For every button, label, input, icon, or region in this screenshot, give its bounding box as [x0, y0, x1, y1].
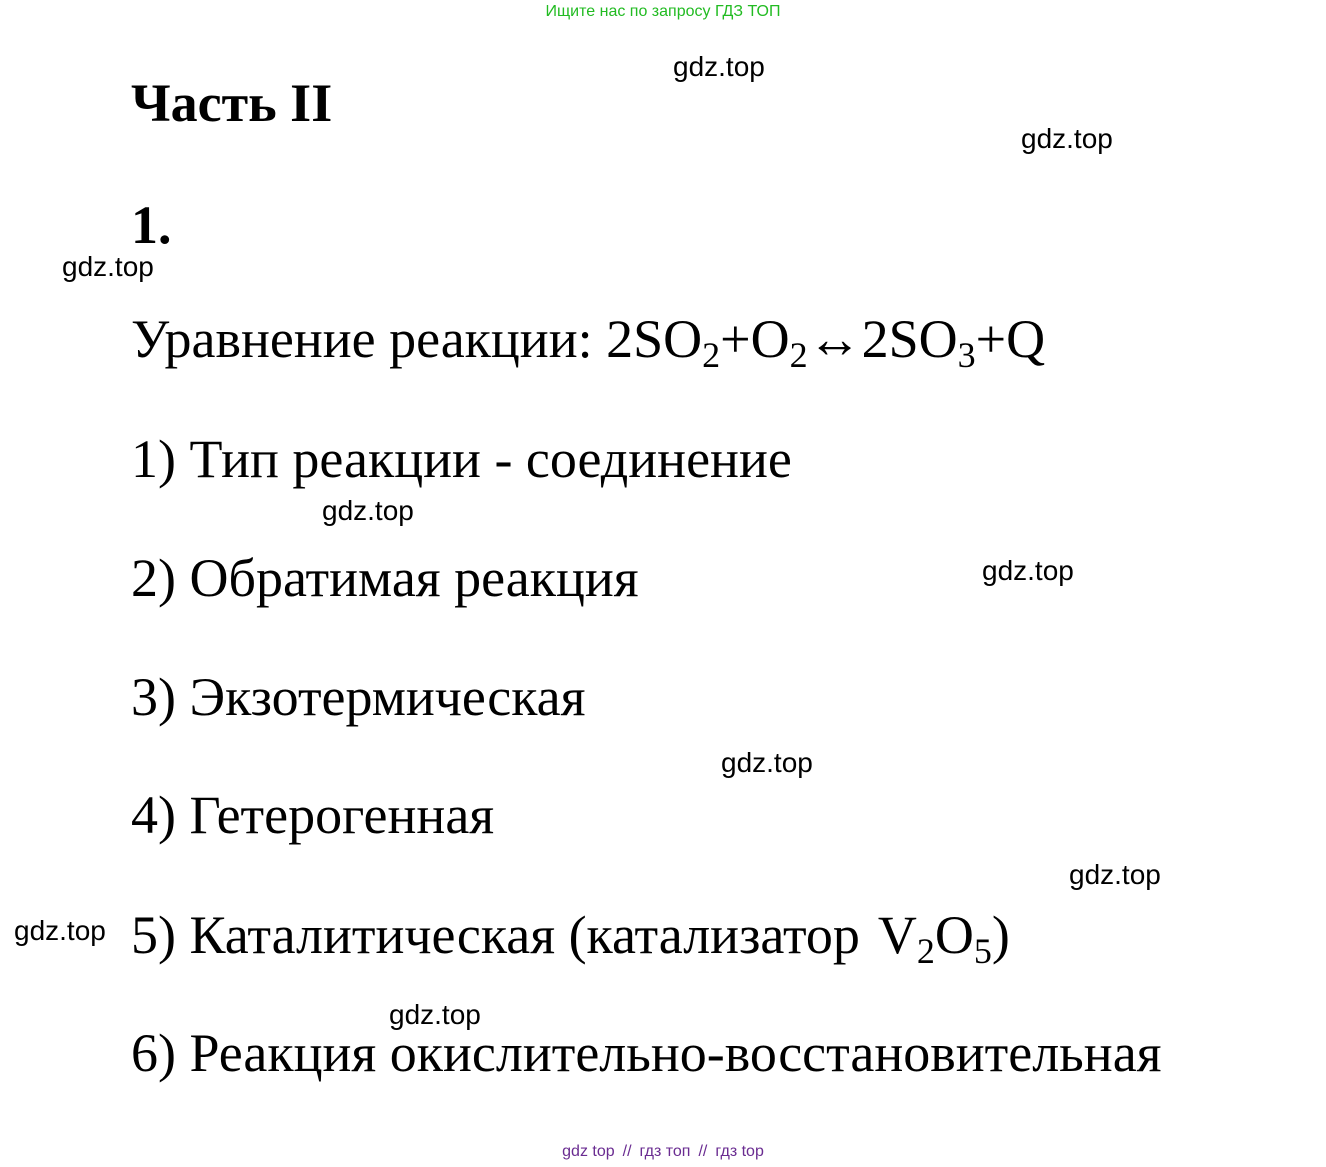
formula-subscript: 2	[702, 335, 721, 376]
watermark: gdz.top	[721, 747, 813, 778]
formula-subscript: 2	[789, 335, 808, 376]
formula-part: O	[934, 905, 974, 965]
part-title: Часть II	[131, 73, 333, 133]
equation-label: Уравнение реакции:	[131, 309, 593, 369]
formula-part: V	[877, 905, 917, 965]
footer-link[interactable]: гдз топ	[639, 1143, 691, 1160]
formula-part: +O	[720, 309, 790, 369]
watermark: gdz.top	[1021, 123, 1113, 154]
watermark: gdz.top	[982, 555, 1074, 586]
footer-separator: //	[698, 1143, 708, 1160]
list-item	[131, 904, 1010, 972]
task-number: 1.	[131, 195, 172, 255]
formula-subscript: 5	[973, 931, 992, 972]
reversible-arrow: ↔	[807, 309, 862, 369]
formula-subscript: 2	[916, 931, 935, 972]
formula-part: 2SO	[606, 309, 703, 369]
watermark: gdz.top	[62, 251, 154, 282]
formula-part: +Q	[975, 309, 1046, 369]
watermark: gdz.top	[322, 495, 414, 526]
watermark: gdz.top	[673, 51, 765, 82]
equation-formula	[606, 309, 1046, 376]
formula-part: 2SO	[861, 309, 958, 369]
top-banner-link[interactable]: Ищите нас по запросу ГДЗ ТОП	[545, 3, 781, 20]
watermark: gdz.top	[1069, 859, 1161, 890]
formula-subscript: 3	[957, 335, 976, 376]
watermark: gdz.top	[389, 999, 481, 1030]
list-item: 3) Экзотермическая	[131, 667, 586, 727]
footer-links	[0, 1142, 1326, 1162]
watermark: gdz.top	[14, 915, 106, 946]
list-item: 4) Гетерогенная	[131, 785, 495, 845]
list-item: 2) Обратимая реакция	[131, 548, 639, 608]
footer-separator: //	[622, 1143, 632, 1160]
footer-link[interactable]: gdz top	[562, 1143, 615, 1160]
footer-link[interactable]: гдз top	[715, 1143, 764, 1160]
reaction-equation	[131, 308, 1046, 376]
list-item-text: 5) Каталитическая (катализатор	[131, 905, 860, 965]
list-item-text: )	[991, 905, 1010, 965]
list-item: 1) Тип реакции - соединение	[131, 429, 792, 489]
list-item: 6) Реакция окислительно-восстановительная	[131, 1023, 1162, 1083]
